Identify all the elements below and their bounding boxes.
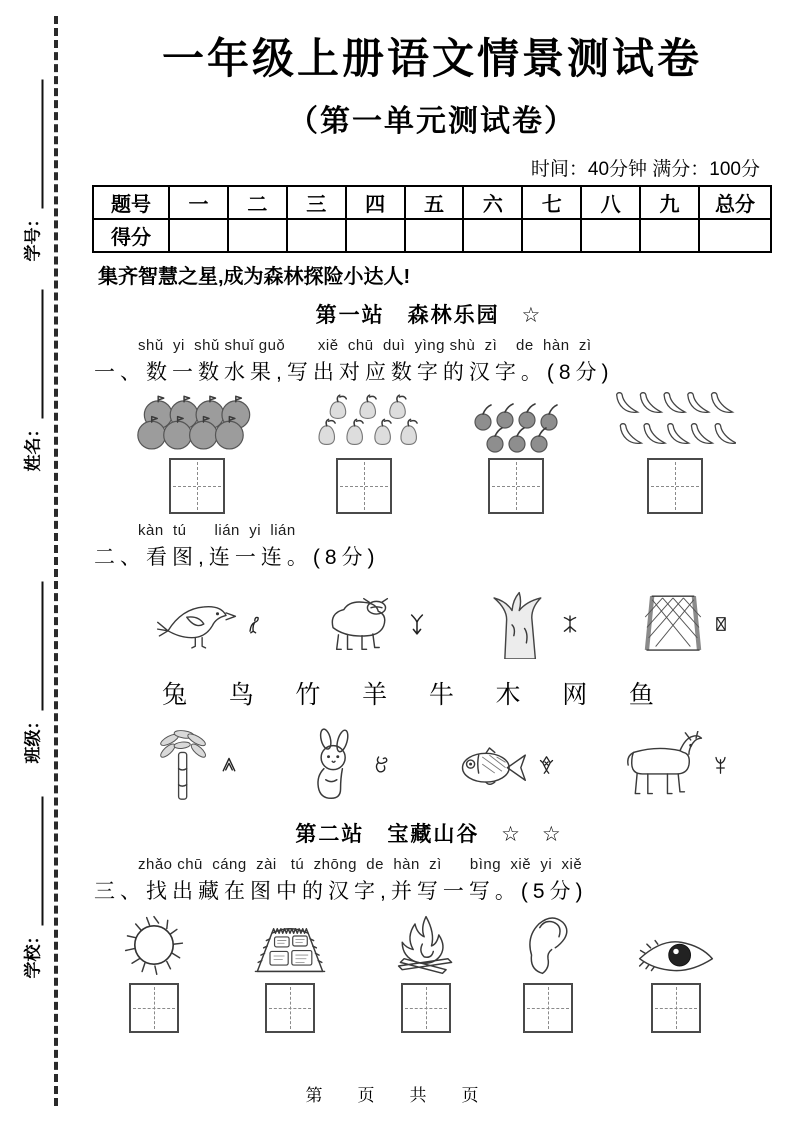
bananas-image <box>614 392 736 454</box>
match-item-rabbit[interactable] <box>305 728 389 802</box>
station-2-heading <box>92 818 772 848</box>
fruit-group-bananas <box>614 392 736 514</box>
match-char-net[interactable]: 网 <box>562 680 588 709</box>
tree-trunk-image <box>488 589 554 659</box>
q1-writing-grid-apples[interactable] <box>169 458 225 514</box>
motto-text: 集齐智慧之星,成为森林探险小达人! <box>98 266 411 288</box>
match-char-sheep[interactable]: 羊 <box>362 680 388 709</box>
match-item-tree-trunk[interactable] <box>488 589 578 659</box>
q2-top-image-row <box>92 571 772 667</box>
bamboo-oracle-glyph-icon <box>220 756 238 774</box>
bird-oracle-glyph-icon <box>246 614 262 634</box>
hidden-item-sun <box>122 911 186 1033</box>
hidden-item-eye <box>636 911 716 1033</box>
score-col-8: 八 <box>581 186 640 219</box>
score-table-score-row <box>93 219 771 252</box>
q3-text: 三、找出藏在图中的汉字,并写一写。(5分) <box>94 879 588 903</box>
score-col-6: 六 <box>463 186 522 219</box>
lamb-image <box>324 593 400 655</box>
score-col-7: 七 <box>522 186 581 219</box>
score-cell[interactable] <box>346 219 405 252</box>
time-score-info: 时间：40分钟 满分：100分 <box>530 159 760 180</box>
class-label: 班级： <box>23 712 43 764</box>
fish-oracle-glyph-icon <box>539 754 554 776</box>
student-id-field <box>19 80 44 262</box>
q3-image-row <box>92 905 772 1033</box>
student-name-blank-line[interactable] <box>41 290 44 419</box>
score-col-4: 四 <box>346 186 405 219</box>
net-oracle-glyph-icon <box>714 615 728 633</box>
class-blank-line[interactable] <box>41 582 44 711</box>
station-2-title: 第二站 宝藏山谷 <box>295 822 480 846</box>
q1-writing-grid-cherries[interactable] <box>488 458 544 514</box>
fish-image <box>455 739 531 791</box>
sheep-oracle-glyph-icon <box>408 612 426 636</box>
q3-pinyin: zhǎo chū cáng zài tú zhōng de hàn zì bìng xiě yi xiě <box>138 855 583 873</box>
page-subtitle: （第一单元测试卷） <box>288 105 576 138</box>
match-char-ox[interactable]: 牛 <box>428 680 454 709</box>
fire-image <box>393 913 459 977</box>
score-cell[interactable] <box>287 219 346 252</box>
wood-oracle-glyph-icon <box>562 613 578 635</box>
score-col-2: 二 <box>228 186 287 219</box>
ear-image <box>524 913 572 977</box>
q3-writing-grid-ear[interactable] <box>523 983 573 1033</box>
score-table-corner: 题号 <box>93 186 169 219</box>
station-1-title: 第一站 森林乐园 <box>315 304 500 327</box>
q1-fruit-row <box>92 386 772 514</box>
q1-writing-grid-bananas[interactable] <box>647 458 703 514</box>
match-item-ox[interactable] <box>621 731 728 799</box>
ox-oracle-glyph-icon <box>713 754 728 776</box>
score-cell[interactable] <box>581 219 640 252</box>
school-blank-line[interactable] <box>41 797 44 926</box>
hidden-item-ear <box>523 911 573 1033</box>
star-icons: ☆ ☆ <box>501 822 569 846</box>
score-col-total: 总分 <box>699 186 771 219</box>
student-name-field <box>19 290 44 472</box>
score-cell[interactable] <box>169 219 228 252</box>
match-item-net[interactable] <box>640 592 728 656</box>
class-field <box>19 582 44 764</box>
match-item-bird[interactable] <box>156 591 262 657</box>
score-table-header-row <box>93 186 771 219</box>
hidden-item-fire <box>393 911 459 1033</box>
student-id-blank-line[interactable] <box>41 80 44 209</box>
school-label: 学校： <box>23 927 43 979</box>
score-cell[interactable] <box>522 219 581 252</box>
score-col-9: 九 <box>640 186 699 219</box>
score-table <box>92 185 772 253</box>
fruit-group-cherries <box>470 402 562 514</box>
pears-image <box>310 394 418 454</box>
q2-bottom-image-row <box>92 712 772 808</box>
match-char-fish[interactable]: 鱼 <box>628 680 654 709</box>
student-id-label: 学号： <box>23 210 43 262</box>
seal-dashed-line <box>54 16 58 1106</box>
star-icon: ☆ <box>521 304 549 327</box>
apples-image <box>136 394 258 454</box>
score-cell-total[interactable] <box>699 219 771 252</box>
score-cell[interactable] <box>640 219 699 252</box>
cherries-image <box>470 402 562 454</box>
q3-writing-grid-fire[interactable] <box>401 983 451 1033</box>
match-item-fish[interactable] <box>455 739 554 791</box>
field-image <box>250 915 330 977</box>
score-cell[interactable] <box>405 219 464 252</box>
student-name-label: 姓名： <box>23 420 43 472</box>
match-item-bamboo[interactable] <box>156 729 238 801</box>
match-char-wood[interactable]: 木 <box>495 680 521 709</box>
match-char-rabbit[interactable]: 兔 <box>162 680 188 709</box>
score-col-3: 三 <box>287 186 346 219</box>
school-field <box>19 797 44 979</box>
ox-image <box>621 731 705 799</box>
match-item-lamb[interactable] <box>324 593 426 655</box>
q3-writing-grid-sun[interactable] <box>129 983 179 1033</box>
q1-pinyin: shǔ yi shǔ shuǐ guǒ xiě chū duì yìng shù zì de hàn zì <box>138 337 592 354</box>
main-content <box>92 0 772 1033</box>
score-col-5: 五 <box>405 186 464 219</box>
rabbit-image <box>305 728 365 802</box>
rabbit-oracle-glyph-icon <box>373 754 389 776</box>
q1-text: 一、数一数水果,写出对应数字的汉字。(8分) <box>94 361 614 384</box>
match-char-bamboo[interactable]: 竹 <box>295 680 321 709</box>
station-1-heading <box>92 299 772 329</box>
score-cell[interactable] <box>228 219 287 252</box>
page-footer: 第 页 共 页 <box>305 1086 488 1105</box>
fruit-group-pears <box>310 394 418 514</box>
eye-image <box>636 935 716 977</box>
bird-image <box>156 591 238 657</box>
net-image <box>640 592 706 656</box>
sun-image <box>122 913 186 977</box>
fruit-group-apples <box>136 394 258 514</box>
hidden-item-field <box>250 911 330 1033</box>
score-col-1: 一 <box>169 186 228 219</box>
page-title: 一年级上册语文情景测试卷 <box>161 35 702 82</box>
match-char-bird[interactable]: 鸟 <box>228 680 254 709</box>
score-cell[interactable] <box>463 219 522 252</box>
q3-writing-grid-eye[interactable] <box>651 983 701 1033</box>
score-row-label: 得分 <box>93 219 169 252</box>
q2-character-row <box>92 667 772 712</box>
q1-writing-grid-pears[interactable] <box>336 458 392 514</box>
q2-pinyin: kàn tú lián yi lián <box>138 522 296 539</box>
q3-writing-grid-field[interactable] <box>265 983 315 1033</box>
q2-text: 二、看图,连一连。(8分) <box>94 546 380 569</box>
bamboo-image <box>156 729 212 801</box>
